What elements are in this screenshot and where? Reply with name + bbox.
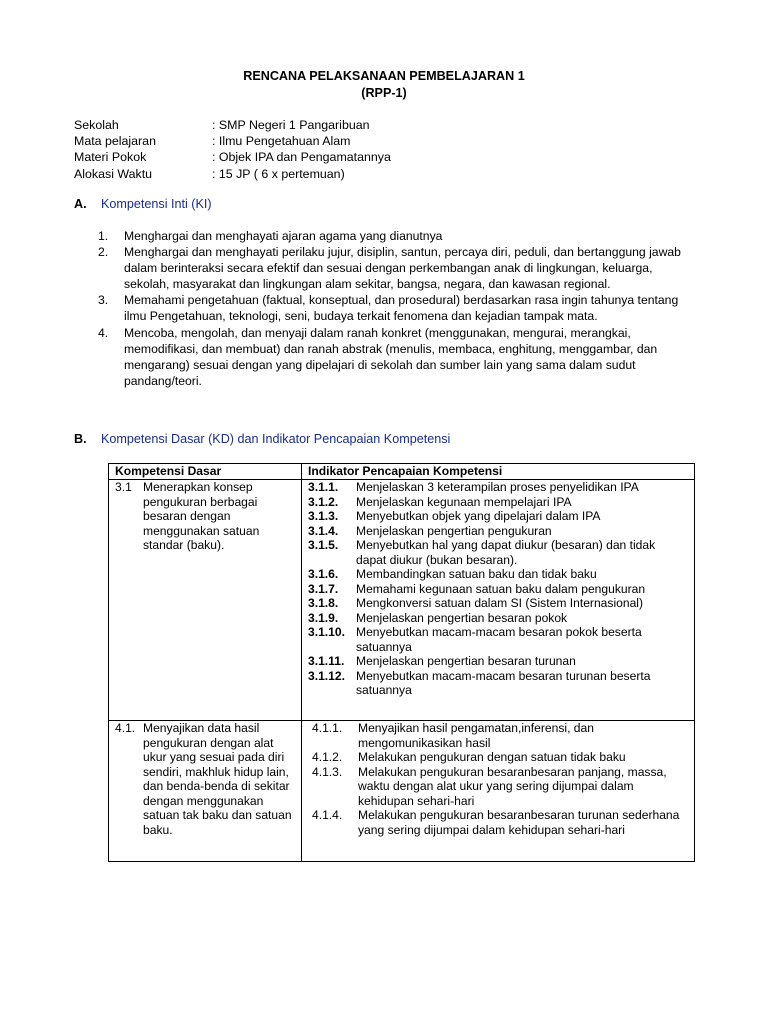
indicator-item: 3.1.4. Menjelaskan pengertian pengukuran (308, 523, 552, 538)
core-competence-list (98, 228, 698, 389)
competence-table (108, 463, 695, 862)
indicator-item: 3.1.9. Menjelaskan pengertian besaran pokok (308, 610, 568, 625)
header-basic-competence: Kompetensi Dasar (109, 464, 302, 480)
document-title: RENCANA PELAKSANAAN PEMBELAJARAN 1 (243, 69, 525, 83)
meta-row-school: Sekolah : SMP Negeri 1 Pangaribuan (74, 118, 370, 132)
list-item: 2. Menghargai dan menghayati perilaku jujur, disiplin, santun, percaya diri, peduli, dan bertanggung jawab dalam berinteraksi secara efektif dan sesuai dengan perkembangan anak di lingkungan, keluarga, sekolah, masyarakat dan lingkungan alam sekitar, bangsa, negara, dan kawasan regional. (98, 245, 681, 292)
indicator-cell (302, 721, 695, 862)
list-item: 3. Memahami pengetahuan (faktual, konseptual, dan prosedural) berdasarkan rasa ingin tahunya tentang ilmu Pengetahuan, teknologi, seni, budaya terkait fenomena dan kejadian tampak mata. (98, 293, 679, 324)
list-item: 4. Mencoba, mengolah, dan menyaji dalam ranah konkret (menggunakan, mengurai, merangkai, memodifikasi, dan membuat) dan ranah abstrak (menulis, membaca, enghitung, menggambar, dan mengarang) sesuai dengan yang dipelajari di sekolah dan sumber lain yang sama dalam sudut pandang/teori. (98, 325, 658, 388)
indicator-item: 4.1.1. Menyajikan hasil pengamatan,inferensi, dan mengomunikasikan hasil (312, 721, 594, 750)
indicator-item: 3.1.7. Memahami kegunaan satuan baku dalam pengukuran (308, 581, 646, 596)
indicator-item: 3.1.1. Menjelaskan 3 keterampilan proses penyelidikan IPA (308, 480, 639, 494)
meta-row-time: Alokasi Waktu : 15 JP ( 6 x pertemuan) (74, 166, 345, 181)
indicator-item: 4.1.4. Melakukan pengukuran besaranbesaran turunan sederhana yang sering dijumpai dalam kehidupan sehari-hari (312, 808, 680, 837)
identity-block (74, 117, 391, 182)
indicator-item: 3.1.6. Membandingkan satuan baku dan tidak baku (308, 567, 597, 581)
indicator-item: 3.1.10. Menyebutkan macam-macam besaran pokok beserta satuannya (308, 625, 642, 654)
table-row (109, 721, 695, 862)
section-a-heading: A. Kompetensi Inti (KI) (74, 197, 212, 211)
table-row (109, 480, 695, 721)
section-b-heading: B. Kompetensi Dasar (KD) dan Indikator Pencapaian Kompetensi (74, 432, 451, 446)
indicator-item: 3.1.8. Mengkonversi satuan dalam SI (Sistem Internasional) (308, 596, 644, 610)
indicator-item: 3.1.11. Menjelaskan pengertian besaran turunan (308, 654, 576, 668)
indicator-item: 3.1.5. Menyebutkan hal yang dapat diukur (besaran) dan tidak dapat diukur (bukan besaran). (308, 538, 656, 567)
kd-cell: 3.1 Menerapkan konsep pengukuran berbagai besaran dengan menggunakan satuan standar (baku). (109, 480, 302, 721)
indicator-item: 4.1.3. Melakukan pengukuran besaranbesaran panjang, massa, waktu dengan alat ukur yang sering dijumpai dalam kehidupan sehari-hari (312, 764, 667, 808)
indicator-item: 3.1.2. Menjelaskan kegunaan mempelajari IPA (308, 494, 572, 509)
table-header-row (109, 464, 695, 480)
indicator-item: 4.1.2. Melakukan pengukuran dengan satuan tidak baku (312, 750, 626, 764)
list-item: 1. Menghargai dan menghayati ajaran agama yang dianutnya (98, 229, 443, 243)
document-subtitle: (RPP-1) (361, 86, 407, 100)
header-indicators: Indikator Pencapaian Kompetensi (302, 464, 695, 480)
kd-cell: 4.1. Menyajikan data hasil pengukuran dengan alat ukur yang sesuai pada diri sendiri, makhluk hidup lain, dan benda-benda di sekitar dengan menggunakan satuan tak baku dan satuan baku. (109, 721, 302, 862)
indicator-item: 3.1.12. Menyebutkan macam-macam besaran turunan beserta satuannya (308, 668, 651, 697)
indicator-item: 3.1.3. Menyebutkan objek yang dipelajari dalam IPA (308, 509, 601, 523)
meta-row-subject: Mata pelajaran : Ilmu Pengetahuan Alam (74, 134, 351, 149)
meta-row-topic: Materi Pokok : Objek IPA dan Pengamatannya (74, 150, 391, 165)
indicator-cell (302, 480, 695, 721)
